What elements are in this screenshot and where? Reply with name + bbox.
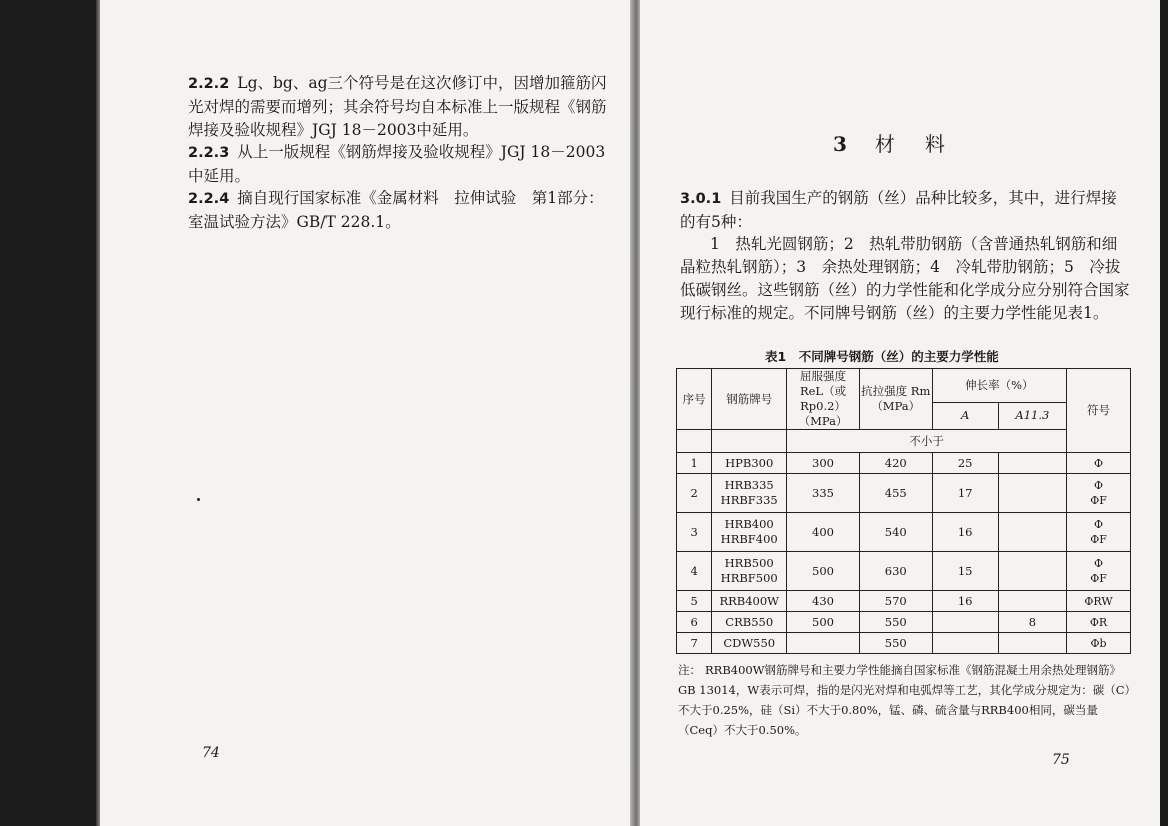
cell-yield bbox=[787, 633, 860, 654]
cell-tensile: 550 bbox=[859, 612, 932, 633]
speck-mark bbox=[197, 498, 200, 501]
cell-grade: CDW550 bbox=[712, 633, 787, 654]
cell-tensile: 540 bbox=[859, 513, 932, 552]
cell-a bbox=[932, 633, 998, 654]
cell-yield: 500 bbox=[787, 552, 860, 591]
page-number: 74 bbox=[202, 745, 220, 761]
table-row bbox=[677, 474, 1131, 513]
clause-text: Lg、bg、ag三个符号是在这次修订中，因增加箍筋闪光对焊的需要而增列；其余符号均自本标准上一版规程《钢筋焊接及验收规程》JGJ 18－2003中延用。 bbox=[188, 74, 607, 139]
col-header-no: 序号 bbox=[677, 369, 712, 430]
cell-symbol: ΦR bbox=[1067, 612, 1131, 633]
cell-no: 3 bbox=[677, 513, 712, 552]
cell-symbol: Φ ΦF bbox=[1067, 513, 1131, 552]
col-header-a: A bbox=[932, 402, 998, 429]
col-header-elongation: 伸长率（%） bbox=[932, 369, 1066, 403]
cell-tensile: 550 bbox=[859, 633, 932, 654]
cell-symbol: Φ ΦF bbox=[1067, 474, 1131, 513]
clause-text: 目前我国生产的钢筋（丝）品种比较多，其中，进行焊接的有5种： bbox=[680, 189, 1117, 231]
table-row bbox=[677, 513, 1131, 552]
cell-a: 16 bbox=[932, 591, 998, 612]
cell-symbol: ΦRW bbox=[1067, 591, 1131, 612]
cell-no: 5 bbox=[677, 591, 712, 612]
col-header-tensile: 抗拉强度 Rm（MPa） bbox=[859, 369, 932, 430]
cell-no: 2 bbox=[677, 474, 712, 513]
clause-number: 2.2.4 bbox=[188, 191, 230, 207]
cell-symbol: Φ ΦF bbox=[1067, 552, 1131, 591]
chapter-number: 3 bbox=[833, 132, 849, 156]
cell-grade: HRB500 HRBF500 bbox=[712, 552, 787, 591]
cell-grade: HRB400 HRBF400 bbox=[712, 513, 787, 552]
col-header-a113: A11.3 bbox=[998, 402, 1066, 429]
col-header-grade: 钢筋牌号 bbox=[712, 369, 787, 430]
col-header-yield: 屈服强度 ReL（或 Rp0.2）（MPa） bbox=[787, 369, 860, 430]
cell-grade: HRB335 HRBF335 bbox=[712, 474, 787, 513]
table-row bbox=[677, 633, 1131, 654]
cell-a: 17 bbox=[932, 474, 998, 513]
paragraph-2-2-3 bbox=[188, 141, 608, 188]
clause-number: 3.0.1 bbox=[680, 191, 722, 207]
left-page bbox=[100, 0, 635, 826]
clause-text: 摘自现行国家标准《金属材料 拉伸试验 第1部分：室温试验方法》GB/T 228.1。 bbox=[188, 189, 604, 231]
cell-yield: 335 bbox=[787, 474, 860, 513]
cell-no: 6 bbox=[677, 612, 712, 633]
cell-a: 25 bbox=[932, 453, 998, 474]
cell-a113: 8 bbox=[998, 612, 1066, 633]
chapter-heading bbox=[833, 128, 975, 157]
cell-yield: 430 bbox=[787, 591, 860, 612]
cell-a bbox=[932, 612, 998, 633]
cell-symbol: Φ bbox=[1067, 453, 1131, 474]
cell-tensile: 570 bbox=[859, 591, 932, 612]
page-number: 75 bbox=[1052, 752, 1070, 768]
mechanical-properties-table bbox=[676, 368, 1131, 654]
table-body bbox=[677, 453, 1131, 654]
cell-yield: 300 bbox=[787, 453, 860, 474]
clause-3-0-1 bbox=[680, 187, 1132, 234]
table-row bbox=[677, 591, 1131, 612]
cell-a113 bbox=[998, 453, 1066, 474]
material-list: 1 热轧光圆钢筋；2 热轧带肋钢筋（含普通热轧钢筋和细晶粒热轧钢筋）；3 余热处理钢筋；4 冷轧带肋钢筋；5 冷拔低碳钢丝。这些钢筋（丝）的力学性能和化学成分应分别符合国家现行标准的规定。不同牌号钢筋（丝）的主要力学性能见表1。 bbox=[680, 235, 1130, 322]
cell-yield: 500 bbox=[787, 612, 860, 633]
paragraph-2-2-4 bbox=[188, 187, 608, 234]
cell-a: 16 bbox=[932, 513, 998, 552]
right-page bbox=[640, 0, 1160, 826]
cell-a: 15 bbox=[932, 552, 998, 591]
col-header-symbol: 符号 bbox=[1067, 369, 1131, 453]
cell-no: 7 bbox=[677, 633, 712, 654]
cell-tensile: 420 bbox=[859, 453, 932, 474]
note-label: 注： bbox=[678, 663, 701, 677]
cell-grade: RRB400W bbox=[712, 591, 787, 612]
table-title: 表1 不同牌号钢筋（丝）的主要力学性能 bbox=[765, 349, 999, 364]
cell-symbol: Φb bbox=[1067, 633, 1131, 654]
min-value-note: 不小于 bbox=[787, 430, 1067, 453]
cell-tensile: 455 bbox=[859, 474, 932, 513]
note-text: RRB400W钢筋牌号和主要力学性能摘自国家标准《钢筋混凝土用余热处理钢筋》GB 13014，W表示可焊，指的是闪光对焊和电弧焊等工艺，其化学成分规定为：碳（C）不大于0.25%，硅（Si）不大于0.80%，锰、磷、硫含量与RRB400相同，碳当量（Ceq）不大于0.50%。 bbox=[678, 663, 1131, 737]
cell-no: 1 bbox=[677, 453, 712, 474]
cell-yield: 400 bbox=[787, 513, 860, 552]
cell-a113 bbox=[998, 474, 1066, 513]
clause-number: 2.2.2 bbox=[188, 76, 230, 92]
cell-a113 bbox=[998, 633, 1066, 654]
cell-a113 bbox=[998, 591, 1066, 612]
paragraph-2-2-2 bbox=[188, 72, 608, 142]
table-row bbox=[677, 612, 1131, 633]
table-note bbox=[678, 660, 1133, 740]
clause-number: 2.2.3 bbox=[188, 145, 230, 161]
clause-text: 从上一版规程《钢筋焊接及验收规程》JGJ 18－2003中延用。 bbox=[188, 143, 606, 185]
cell-grade: HPB300 bbox=[712, 453, 787, 474]
cell-tensile: 630 bbox=[859, 552, 932, 591]
chapter-title: 材料 bbox=[874, 132, 975, 156]
cell-a113 bbox=[998, 513, 1066, 552]
cell-no: 4 bbox=[677, 552, 712, 591]
table-row bbox=[677, 552, 1131, 591]
cell-a113 bbox=[998, 552, 1066, 591]
table-row bbox=[677, 453, 1131, 474]
cell-grade: CRB550 bbox=[712, 612, 787, 633]
